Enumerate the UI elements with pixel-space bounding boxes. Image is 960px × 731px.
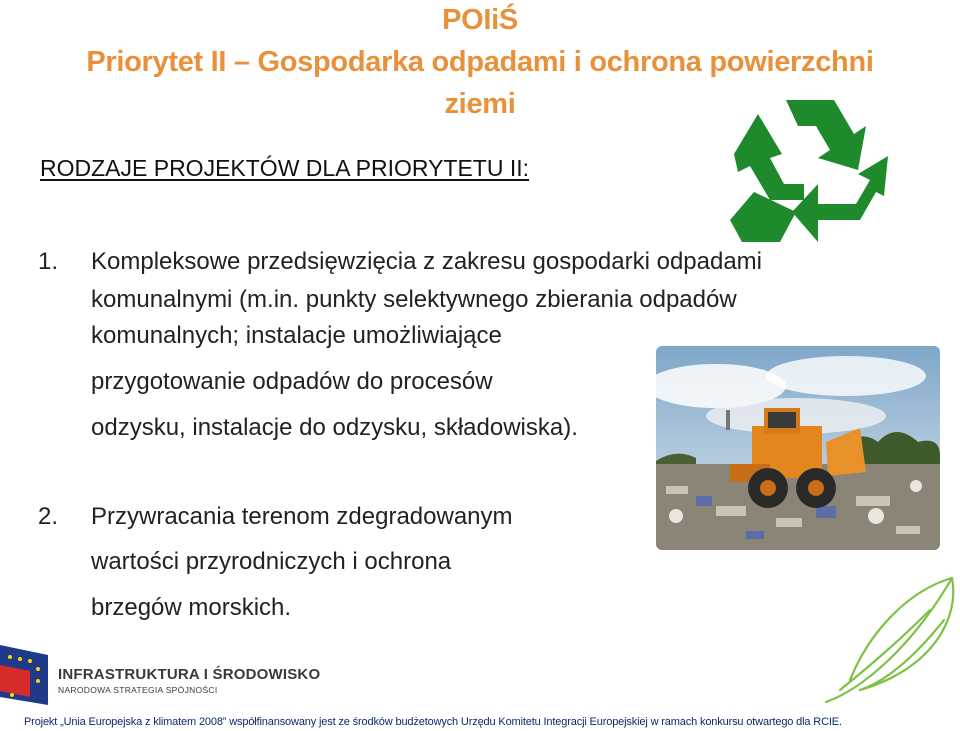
priority-title-line2: ziemi <box>444 88 516 120</box>
item-1-line-4: przygotowanie odpadów do procesów <box>91 368 493 395</box>
item-2-number: 2. <box>38 503 59 530</box>
item-2-line-1: Przywracania terenom zdegradowanym <box>91 503 513 530</box>
item-1-line-3: komunalnych; instalacje umożliwiające <box>91 322 502 349</box>
item-1-number: 1. <box>38 248 59 275</box>
item-2-line-3: brzegów morskich. <box>91 594 292 621</box>
item-1-line-1: Kompleksowe przedsięwzięcia z zakresu gospodarki odpadami <box>91 248 763 275</box>
green-leaf-icon <box>820 570 960 710</box>
landfill-bulldozer-photo <box>656 346 940 550</box>
item-2-line-2: wartości przyrodniczych i ochrona <box>91 548 452 575</box>
eu-flag-logo <box>0 645 48 707</box>
item-1-line-2: komunalnymi (m.in. punkty selektywnego zbierania odpadów <box>91 286 737 313</box>
program-brand-subtitle: NARODOWA STRATEGIA SPÓJNOŚCI <box>58 685 218 695</box>
recycle-symbol-icon <box>726 92 892 250</box>
section-heading: RODZAJE PROJEKTÓW DLA PRIORYTETU II: <box>40 155 530 181</box>
program-brand-title: INFRASTRUKTURA I ŚRODOWISKO <box>58 666 321 683</box>
footer-note: Projekt „Unia Europejska z klimatem 2008” współfinansowany jest ze środków budżetowych Urzędu Komitetu Integracji Europejskiej w ramach konkursu otwartego dla RCIE. <box>24 716 842 728</box>
item-1-line-5: odzysku, instalacje do odzysku, składowiska). <box>91 414 578 441</box>
program-title: POIiŚ <box>442 4 518 36</box>
priority-title-line1: Priorytet II – Gospodarka odpadami i ochrona powierzchni <box>86 46 874 78</box>
